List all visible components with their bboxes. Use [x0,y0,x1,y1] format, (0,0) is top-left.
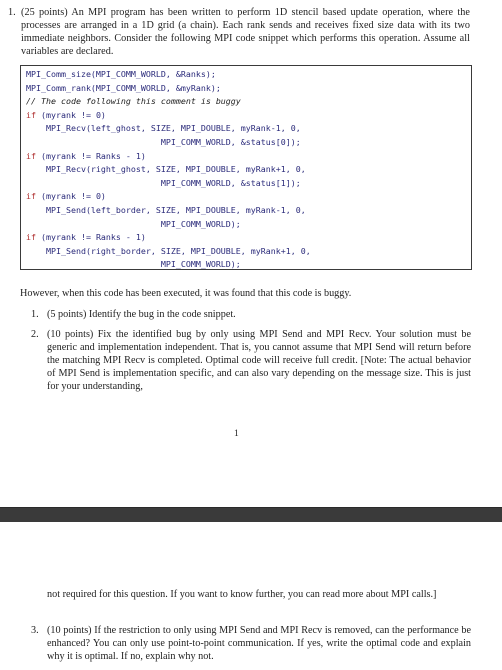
code-text: (myrank != Ranks - 1) [36,232,146,243]
code-keyword: if [26,232,36,243]
code-line: MPI_Send(left_border, SIZE, MPI_DOUBLE, myRank-1, 0, [26,204,306,215]
document-page-2 [0,522,502,670]
code-line: MPI_COMM_WORLD, &status[0]); [26,136,301,147]
page-separator [0,507,502,523]
subquestion-number: 2. [31,329,39,340]
subquestion-3 [33,624,471,663]
code-line: MPI_Comm_size(MPI_COMM_WORLD, &Ranks); [26,69,216,79]
code-keyword: if [26,191,36,202]
subquestion-text: (5 points) Identify the bug in the code snippet. [47,309,236,320]
subquestion-number: 1. [31,309,39,320]
code-line [26,109,471,123]
subquestion-text: (10 points) If the restriction to only using MPI Send and MPI Recv is removed, can the performance be enhanced? You can only use point-to-point communication. If yes, write the optimal code and explain why it is optimal. If no, explain why not. [47,625,471,663]
code-keyword: if [26,150,36,161]
code-line: MPI_Comm_rank(MPI_COMM_WORLD, &myRank); [26,82,221,93]
subquestion-2-continued: not required for this question. If you want to know further, you can read more about MPI calls.] [47,589,437,600]
code-line [26,150,471,164]
question-text: (25 points) An MPI program has been written to perform 1D stencil based update operation, where the processes are arranged in a 1D grid (a chain). Each rank sends and receives fixed size data with its two immediate neighbors. Consider the following MPI code snippet which performs this operation. Assume all variables are declared. [21,7,470,58]
question-number: 1. [8,7,16,18]
page-number: 1 [234,429,239,439]
subquestion-2 [33,328,471,393]
question-1 [8,6,470,58]
code-line: MPI_Recv(right_ghost, SIZE, MPI_DOUBLE, myRank+1, 0, [26,164,306,175]
code-line: MPI_COMM_WORLD); [26,218,241,229]
code-line: MPI_Recv(left_ghost, SIZE, MPI_DOUBLE, myRank-1, 0, [26,123,301,134]
code-text: (myrank != Ranks - 1) [36,150,146,161]
code-keyword: if [26,109,36,120]
code-text: (myrank != 0) [36,109,106,120]
code-line: MPI_COMM_WORLD); [26,259,241,270]
code-snippet [20,65,472,270]
code-line [26,231,471,245]
subquestion-1 [33,308,471,321]
subquestion-number: 3. [31,625,39,636]
subquestion-text: (10 points) Fix the identified bug by only using MPI Send and MPI Recv. Your solution must be generic and implementation independent. That is, you cannot assume that MPI Send will return before the matching MPI Recv is completed. Optimal code will receive full credit. [Note: The actual behavior of MPI Send is implementation specific, and can also vary depending on the message size. This is just for your understanding, [47,329,471,393]
code-line [26,190,471,204]
buggy-statement: However, when this code has been executed, it was found that this code is buggy. [20,288,352,299]
code-text: (myrank != 0) [36,191,106,202]
code-line: MPI_Send(right_border, SIZE, MPI_DOUBLE, myRank+1, 0, [26,245,311,256]
code-line: MPI_COMM_WORLD, &status[1]); [26,177,301,188]
code-comment: // The code following this comment is buggy [26,96,241,107]
